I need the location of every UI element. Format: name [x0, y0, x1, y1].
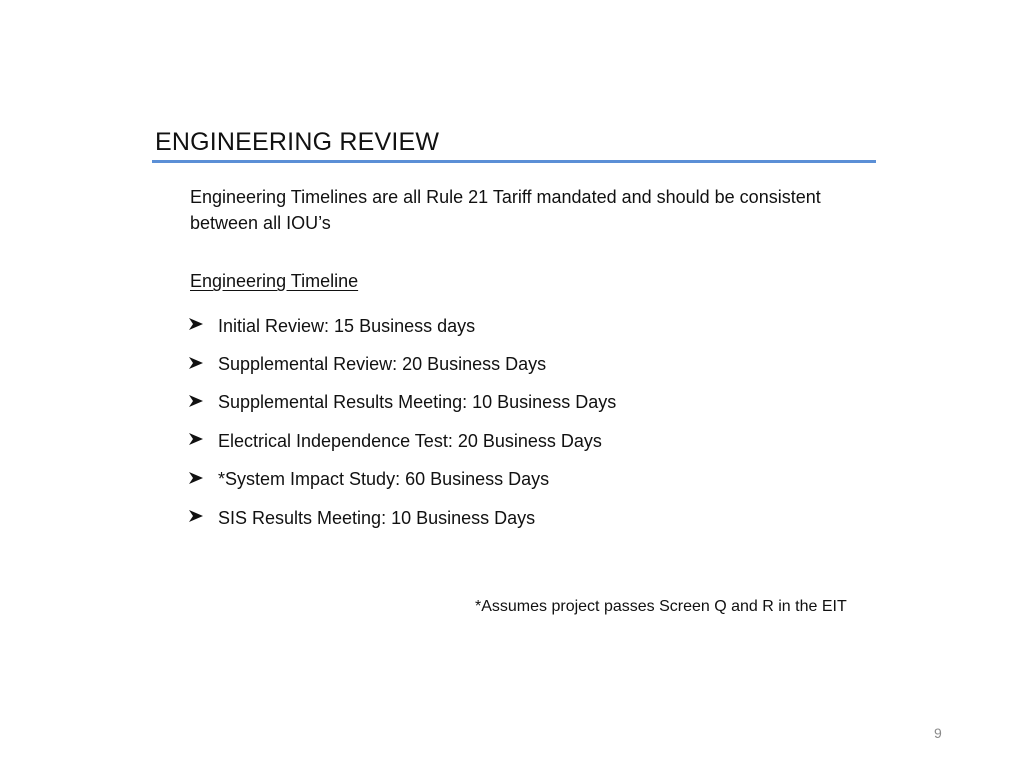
list-item-label: SIS Results Meeting: 10 Business Days	[218, 507, 536, 528]
arrowhead-bullet-icon	[188, 431, 204, 447]
arrowhead-bullet-icon	[188, 316, 204, 332]
list-item-label: Initial Review: 15 Business days	[218, 315, 476, 336]
list-item-label: Supplemental Review: 20 Business Days	[218, 354, 547, 375]
page-number: 9	[934, 725, 942, 741]
timeline-list	[188, 307, 616, 537]
slide-title: ENGINEERING REVIEW	[155, 128, 440, 156]
intro-paragraph: Engineering Timelines are all Rule 21 Tariff mandated and should be consistent between all IOU’s	[190, 187, 821, 233]
list-item	[188, 307, 616, 345]
arrowhead-bullet-icon	[188, 393, 204, 409]
arrowhead-bullet-icon	[188, 508, 204, 524]
footnote: *Assumes project passes Screen Q and R in the EIT	[475, 598, 847, 615]
section-heading: Engineering Timeline	[190, 271, 359, 291]
list-item	[188, 499, 616, 537]
list-item	[188, 461, 616, 499]
list-item-label: Electrical Independence Test: 20 Business Days	[218, 430, 602, 451]
list-item-label: *System Impact Study: 60 Business Days	[218, 469, 550, 490]
arrowhead-bullet-icon	[188, 355, 204, 371]
list-item	[188, 384, 616, 422]
list-item	[188, 345, 616, 383]
list-item-label: Supplemental Results Meeting: 10 Business Days	[218, 392, 617, 413]
arrowhead-bullet-icon	[188, 470, 204, 486]
title-underline-rule	[152, 160, 876, 163]
list-item	[188, 422, 616, 460]
